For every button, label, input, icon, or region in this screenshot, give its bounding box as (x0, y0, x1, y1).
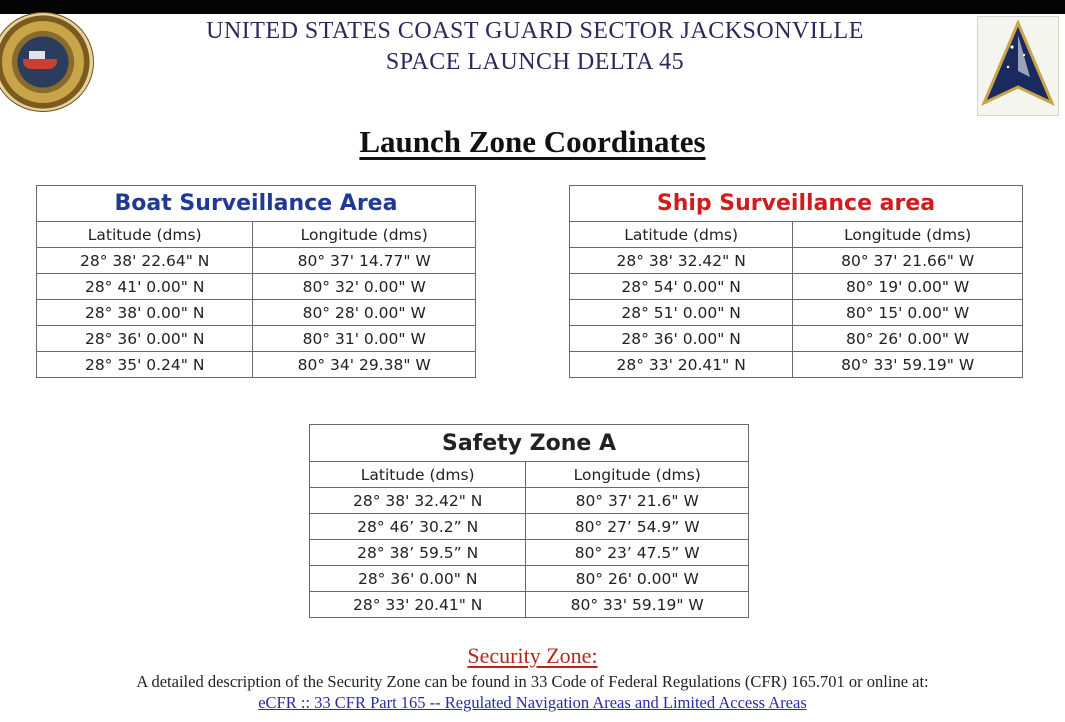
column-header-latitude: Latitude (dms) (570, 222, 793, 248)
column-header-longitude: Longitude (dms) (253, 222, 476, 248)
ecfr-link[interactable]: eCFR :: 33 CFR Part 165 -- Regulated Navigation Areas and Limited Access Areas (258, 693, 807, 712)
latitude-cell: 28° 36' 0.00" N (310, 566, 526, 592)
table-row (570, 352, 1023, 378)
coast-guard-seal-icon (0, 12, 94, 112)
longitude-cell: 80° 37' 14.77" W (253, 248, 476, 274)
header-line-1: UNITED STATES COAST GUARD SECTOR JACKSONVILLE (206, 18, 864, 44)
longitude-cell: 80° 34' 29.38" W (253, 352, 476, 378)
header-line-2: SPACE LAUNCH DELTA 45 (385, 49, 685, 75)
longitude-cell: 80° 26' 0.00" W (526, 566, 749, 592)
table-row (310, 540, 749, 566)
safety-zone-table (309, 424, 749, 618)
table-row (37, 326, 476, 352)
latitude-cell: 28° 38' 0.00" N (37, 300, 253, 326)
table-row (310, 488, 749, 514)
latitude-cell: 28° 35' 0.24" N (37, 352, 253, 378)
latitude-cell: 28° 51' 0.00" N (570, 300, 793, 326)
boat-surveillance-table (36, 185, 476, 378)
table-title: Safety Zone A (310, 425, 749, 462)
table-row (310, 566, 749, 592)
longitude-cell: 80° 15' 0.00" W (793, 300, 1023, 326)
longitude-cell: 80° 28' 0.00" W (253, 300, 476, 326)
longitude-cell: 80° 19' 0.00" W (793, 274, 1023, 300)
latitude-cell: 28° 38' 32.42" N (310, 488, 526, 514)
longitude-cell: 80° 37' 21.66" W (793, 248, 1023, 274)
latitude-cell: 28° 38' 22.64" N (37, 248, 253, 274)
longitude-cell: 80° 31' 0.00" W (253, 326, 476, 352)
table-title: Boat Surveillance Area (37, 186, 476, 222)
top-bar (0, 0, 1065, 14)
table-row (37, 300, 476, 326)
table-row (570, 248, 1023, 274)
latitude-cell: 28° 38’ 59.5” N (310, 540, 526, 566)
column-header-longitude: Longitude (dms) (793, 222, 1023, 248)
latitude-cell: 28° 36' 0.00" N (570, 326, 793, 352)
longitude-cell: 80° 32' 0.00" W (253, 274, 476, 300)
latitude-cell: 28° 38' 32.42" N (570, 248, 793, 274)
longitude-cell: 80° 27’ 54.9” W (526, 514, 749, 540)
space-delta-emblem-icon (977, 16, 1059, 116)
table-row (37, 248, 476, 274)
table-row (570, 274, 1023, 300)
security-zone-description: A detailed description of the Security Zone can be found in 33 Code of Federal Regulations (CFR) 165.701 or online at: (136, 672, 929, 691)
table-row (310, 514, 749, 540)
latitude-cell: 28° 33' 20.41" N (310, 592, 526, 618)
longitude-cell: 80° 33' 59.19" W (526, 592, 749, 618)
table-row (310, 592, 749, 618)
table-row (570, 326, 1023, 352)
latitude-cell: 28° 33' 20.41" N (570, 352, 793, 378)
table-title: Ship Surveillance area (570, 186, 1023, 222)
latitude-cell: 28° 46’ 30.2” N (310, 514, 526, 540)
latitude-cell: 28° 41' 0.00" N (37, 274, 253, 300)
longitude-cell: 80° 33' 59.19" W (793, 352, 1023, 378)
column-header-longitude: Longitude (dms) (526, 462, 749, 488)
page-title: Launch Zone Coordinates (359, 124, 706, 159)
ship-surveillance-table (569, 185, 1023, 378)
latitude-cell: 28° 36' 0.00" N (37, 326, 253, 352)
column-header-latitude: Latitude (dms) (37, 222, 253, 248)
longitude-cell: 80° 26' 0.00" W (793, 326, 1023, 352)
longitude-cell: 80° 37' 21.6" W (526, 488, 749, 514)
table-row (37, 352, 476, 378)
longitude-cell: 80° 23’ 47.5” W (526, 540, 749, 566)
table-row (570, 300, 1023, 326)
table-row (37, 274, 476, 300)
latitude-cell: 28° 54' 0.00" N (570, 274, 793, 300)
security-zone-heading: Security Zone: (467, 643, 598, 668)
column-header-latitude: Latitude (dms) (310, 462, 526, 488)
